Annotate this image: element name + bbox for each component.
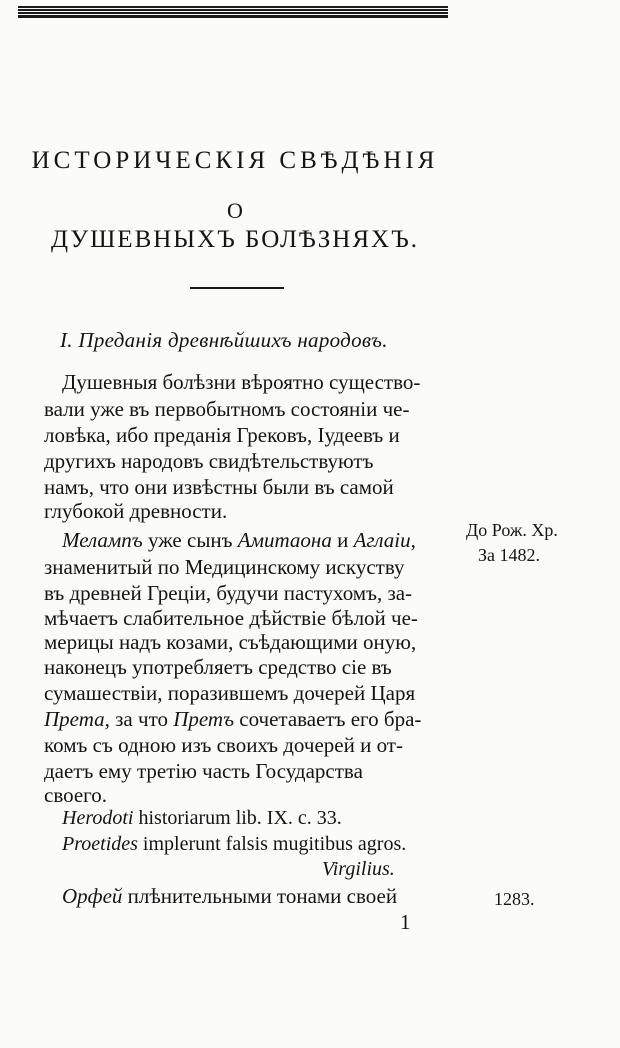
text-line	[62, 886, 480, 907]
top-decorative-rule	[18, 6, 448, 18]
text-line: комъ съ одною изъ своихъ дочерей и от-	[44, 733, 403, 757]
text-line: намъ, что они извѣстны были въ самой	[44, 475, 394, 499]
text-span: ,	[410, 528, 416, 552]
text-line: своего.	[44, 783, 108, 807]
herodotus-citation	[62, 808, 480, 828]
author-name: Herodoti	[62, 807, 134, 829]
person-name: Мелампъ	[62, 528, 143, 552]
text-span: implerunt falsis mugitibus agros.	[137, 833, 407, 855]
person-name: Прета	[44, 707, 105, 731]
text-line: другихъ народовъ свидѣтельствуютъ	[44, 449, 374, 473]
margin-note-era: До Рож. Хр.	[466, 520, 558, 540]
virgil-quote	[62, 834, 480, 854]
text-line	[44, 709, 462, 730]
text-span: Proetides	[62, 833, 138, 855]
text-line: въ древней Греціи, будучи пастухомъ, за-	[44, 581, 413, 605]
text-line: Душевныя болѣзни вѣроятно существо-	[62, 370, 421, 394]
text-line: даетъ ему третію часть Государства	[44, 759, 363, 783]
text-line: знаменитый по Медицинскому искуству	[44, 555, 405, 579]
text-span: сочетаваетъ его бра-	[234, 707, 422, 731]
text-span: плѣнительными тонами своей	[122, 884, 398, 908]
section-title: I. Преданія древнѣйшихъ народовъ.	[60, 328, 388, 352]
person-name: Аглаіи	[353, 528, 411, 552]
text-span: historiarum lib. IX. c. 33.	[133, 807, 342, 829]
text-line: вали уже въ первобытномъ состояніи че-	[44, 397, 410, 421]
text-line: мерицы надъ козами, съѣдающими оную,	[44, 630, 417, 654]
text-line: глубокой древности.	[44, 499, 228, 523]
page-number: 1	[400, 910, 411, 934]
margin-note-year: За 1482.	[478, 545, 541, 565]
heading-line-2: О	[227, 198, 243, 223]
heading-line-3: ДУШЕВНЫХЪ БОЛѢЗНЯХЪ.	[51, 226, 419, 253]
person-name: Орфей	[62, 884, 123, 908]
quote-author: Virgilius.	[322, 858, 395, 880]
text-line: наконецъ употребляетъ средство сіе въ	[44, 655, 392, 679]
text-line	[62, 530, 480, 551]
person-name: Амитаона	[237, 528, 332, 552]
margin-note-year: 1283.	[494, 889, 535, 909]
text-line: ловѣка, ибо преданія Грековъ, Іудеевъ и	[44, 423, 400, 447]
heading-line-1: ИСТОРИЧЕСКІЯ СВѢДѢНІЯ	[31, 147, 439, 174]
text-line: мѣчаетъ слабительное дѣйствіе бѣлой че-	[44, 606, 418, 630]
text-span: уже сынъ	[142, 528, 238, 552]
heading-divider	[190, 287, 284, 289]
text-span: и	[331, 528, 354, 552]
text-line: сумашествіи, поразившемъ дочерей Царя	[44, 681, 416, 705]
text-span: , за что	[104, 707, 174, 731]
person-name: Претъ	[173, 707, 234, 731]
